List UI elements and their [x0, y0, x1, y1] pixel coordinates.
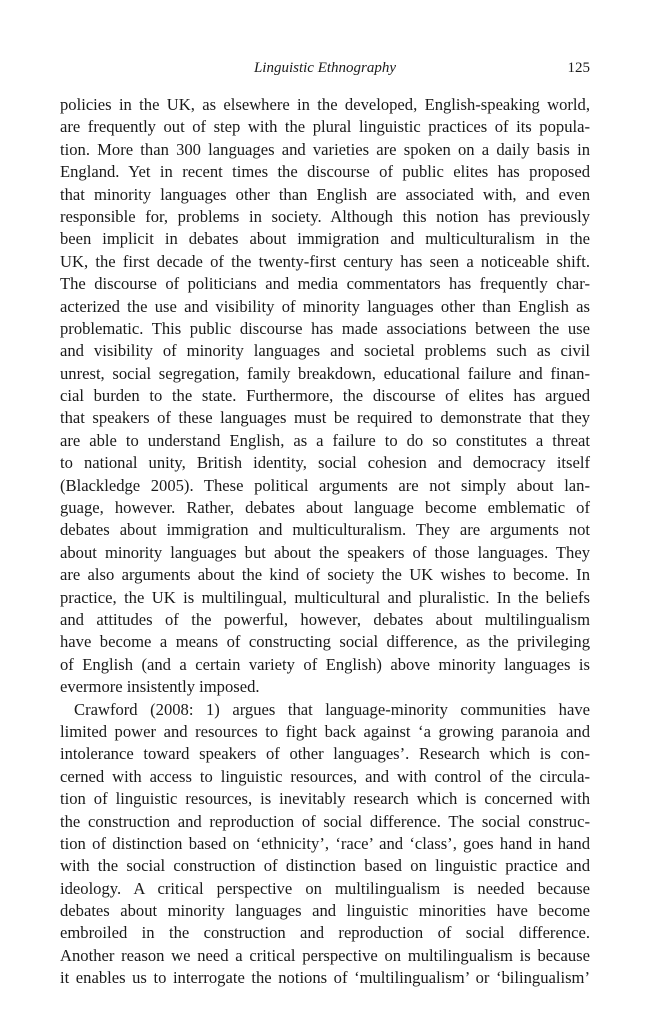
- text-line: cial burden to the state. Furthermore, the discourse of elites has argued: [60, 386, 590, 406]
- text-line: and visibility of minority languages and societal problems such as civil: [60, 341, 590, 361]
- text-line: that minority languages other than English are associated with, and even: [60, 184, 590, 204]
- text-line: ideology. A critical perspective on multilingualism is needed because: [60, 878, 590, 898]
- text-line: (Blackledge 2005). These political arguments are not simply about lan-: [60, 475, 590, 495]
- text-line: are able to understand English, as a failure to do so constitutes a threat: [60, 430, 590, 450]
- text-line: responsible for, problems in society. Although this notion has previously: [60, 206, 590, 226]
- text-line: problematic. This public discourse has made associations between the use: [60, 318, 590, 338]
- running-title: Linguistic Ethnography: [253, 60, 397, 76]
- text-line: England. Yet in recent times the discourse of public elites has proposed: [60, 162, 590, 182]
- text-line: about minority languages but about the speakers of those languages. They: [60, 542, 590, 562]
- text-line: practice, the UK is multilingual, multicultural and pluralistic. In the beliefs: [60, 587, 590, 607]
- text-line: have become a means of constructing social difference, as the privileging: [60, 632, 590, 652]
- text-line: UK, the first decade of the twenty-first century has seen a noticeable shift.: [60, 251, 590, 271]
- text-line: tion. More than 300 languages and varieties are spoken on a daily basis in: [60, 139, 590, 159]
- text-line: Crawford (2008: 1) argues that language-minority communities have: [74, 699, 590, 719]
- text-line: guage, however. Rather, debates about language become emblematic of: [60, 498, 590, 518]
- text-line: tion of linguistic resources, is inevitably research which is concerned with: [60, 789, 590, 809]
- text-line: are frequently out of step with the plural linguistic practices of its popula-: [60, 117, 590, 137]
- paragraph: [60, 699, 590, 990]
- text-line: debates about minority languages and linguistic minorities have become: [60, 901, 590, 921]
- text-line: unrest, social segregation, family breakdown, educational failure and finan-: [60, 363, 590, 383]
- text-line: with the social construction of distinction based on linguistic practice and: [60, 856, 590, 876]
- text-line: limited power and resources to fight back against ‘a growing paranoia and: [60, 721, 590, 741]
- text-line: are also arguments about the kind of society the UK wishes to become. In: [60, 565, 590, 585]
- running-head: [60, 60, 590, 80]
- text-line: tion of distinction based on ‘ethnicity’, ‘race’ and ‘class’, goes hand in hand: [60, 833, 590, 853]
- text-line: acterized the use and visibility of minority languages other than English as: [60, 296, 590, 316]
- text-line: cerned with access to linguistic resources, and with control of the circula-: [60, 766, 590, 786]
- text-line: of English (and a certain variety of English) above minority languages is: [60, 654, 590, 674]
- text-line: policies in the UK, as elsewhere in the developed, English-speaking world,: [60, 95, 590, 114]
- text-line: debates about immigration and multiculturalism. They are arguments not: [60, 520, 590, 540]
- text-line: evermore insistently imposed.: [60, 677, 260, 697]
- text-line: The discourse of politicians and media commentators has frequently char-: [60, 274, 590, 294]
- text-line: embroiled in the construction and reproduction of social difference.: [60, 923, 590, 943]
- page-number: 125: [567, 60, 590, 76]
- paragraph: [60, 94, 590, 699]
- text-line: that speakers of these languages must be required to demonstrate that they: [60, 408, 590, 428]
- body-text: [60, 94, 590, 990]
- text-line: Another reason we need a critical perspective on multilingualism is because: [60, 945, 590, 965]
- text-line: intolerance toward speakers of other languages’. Research which is con-: [60, 744, 590, 764]
- text-line: been implicit in debates about immigration and multiculturalism in the: [60, 229, 590, 249]
- text-line: the construction and reproduction of social difference. The social construc-: [60, 811, 590, 831]
- text-line: it enables us to interrogate the notions of ‘multilingualism’ or ‘bilingualism’: [60, 968, 590, 988]
- text-line: and attitudes of the powerful, however, debates about multilingualism: [60, 609, 590, 629]
- text-line: to national unity, British identity, social cohesion and democracy itself: [60, 453, 590, 473]
